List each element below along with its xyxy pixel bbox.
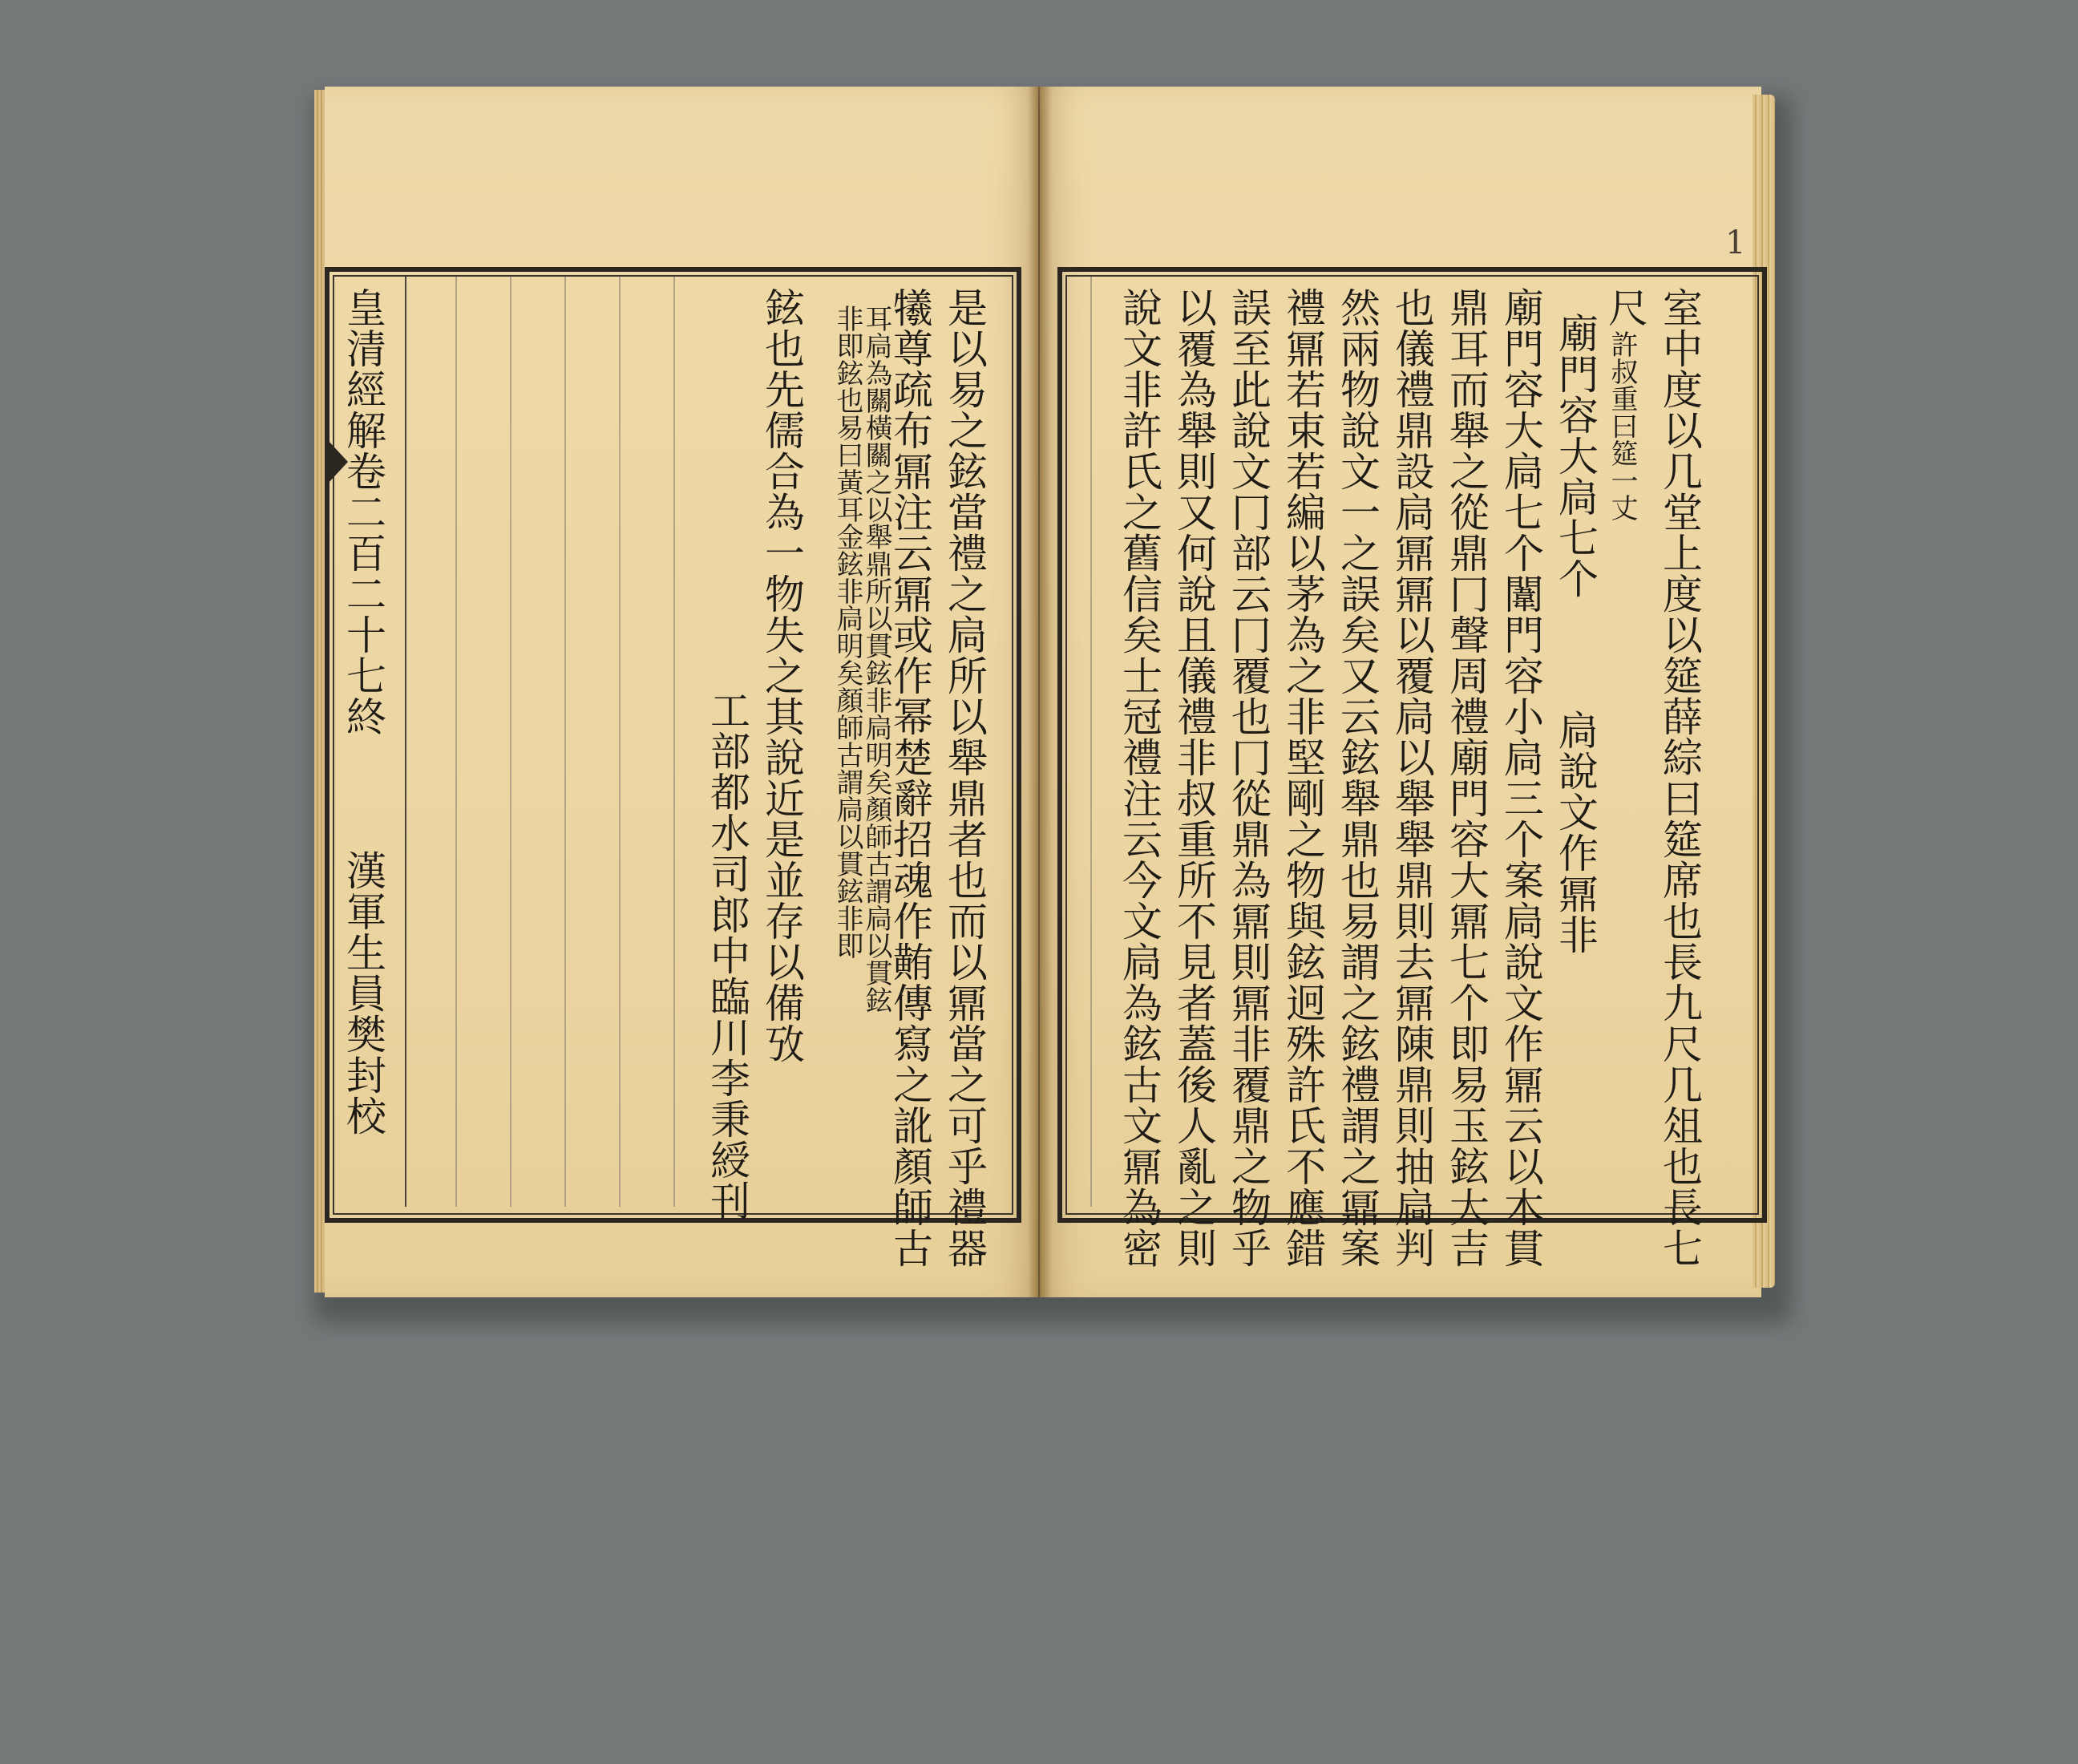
left-column-4-annotation: 非即鉉也易曰黃耳金鉉非扃明矣顏師古謂扃以貫鉉非即 (831, 305, 863, 959)
right-column-1: 室中度以几堂上度以筵薛綜曰筵席也長九尺几俎也長七 (1656, 287, 1703, 1268)
left-column-2: 犧尊疏布鼏注云鼏或作幂楚辭招魂作䵋傳寫之訛顏師古 (887, 287, 933, 1268)
column-rule (405, 277, 406, 1207)
credit-engraver: 工部都水司郎中臨川李秉綬刊 (704, 690, 750, 1221)
column-rule (673, 277, 675, 1207)
column-rule (564, 277, 566, 1207)
right-column-9: 誤至此說文冂部云冂覆也冂從鼎為鼏則鼏非覆鼎之物乎 (1225, 287, 1271, 1268)
book-gutter (1028, 87, 1052, 1297)
right-column-6: 也儀禮鼎設扃鼏鼏以覆扃以舉舉鼎則去鼏陳鼎則抽扃判 (1389, 287, 1435, 1268)
right-column-2: 尺 (1602, 287, 1648, 328)
left-column-3-annotation: 耳扃為關橫關之以舉鼎所以貫鉉非扃明矣顏師古謂扃以貫鉉 (860, 305, 892, 1013)
credit-proofreader: 漢軍生員樊封校 (340, 850, 386, 1136)
right-column-2-annotation: 許叔重曰筵一丈 (1606, 330, 1638, 521)
right-column-8: 禮鼏若束若編以茅為之非堅剛之物與鉉迥殊許氏不應錯 (1280, 287, 1326, 1268)
right-column-3-heading: 廟門容大扃七个 (1552, 313, 1599, 599)
right-column-7: 然兩物說文一之誤矣又云鉉舉鼎也易謂之鉉禮謂之鼏案 (1334, 287, 1381, 1268)
right-column-4: 廟門容大扃七个闈門容小扃三个案扃說文作鼏云以木貫 (1498, 287, 1544, 1268)
right-column-11: 說文非許氏之舊信矣士冠禮注云今文扃為鉉古文鼏為密 (1116, 287, 1162, 1268)
column-rule (455, 277, 457, 1207)
page-margin-mark: 1 (1725, 225, 1746, 261)
right-column-10: 以覆為舉則又何說且儀禮非叔重所不見者蓋後人亂之則 (1170, 287, 1217, 1268)
left-column-1: 是以易之鉉當禮之扃所以舉鼎者也而以鼏當之可乎禮器 (941, 287, 988, 1268)
column-rule (1090, 277, 1092, 1207)
column-rule (510, 277, 511, 1207)
left-column-5: 鉉也先儒合為一物失之其說近是並存以備攷 (758, 287, 805, 1064)
left-page-edges (314, 90, 325, 1293)
right-column-5: 鼎耳而舉之從鼎冂聲周禮廟門容大鼏七个即易玉鉉大吉 (1443, 287, 1490, 1268)
volume-end-title: 皇清經解卷二百二十七終 (340, 287, 386, 737)
column-rule (619, 277, 621, 1207)
right-column-3-note: 扃說文作鼏非 (1552, 710, 1599, 955)
